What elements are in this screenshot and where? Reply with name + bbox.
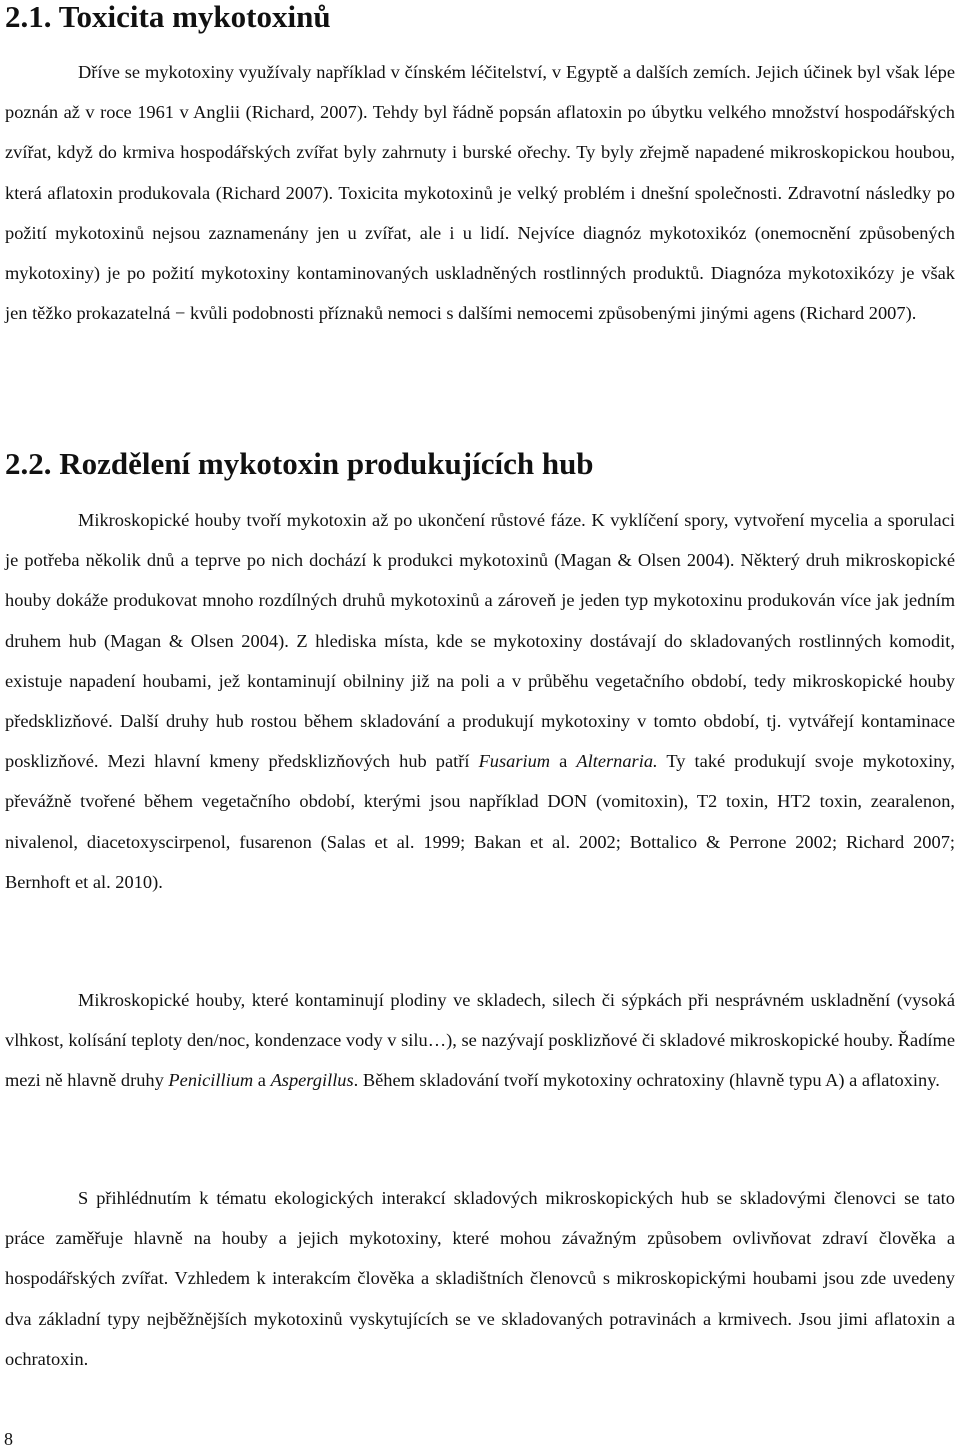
paragraph-ekologicke-interakce: S přihlédnutím k tématu ekologických interakcí skladových mikroskopických hub se skladovými členovci se tato práce zaměřuje hlavně na houby a jejich mykotoxiny, které mohou závažným způsobem ovlivňovat zdraví člověka a hospodářských zvířat. Vzhledem k interakcím člověka a skladištních členovců s mikroskopickými houbami jsou zde uvedeny dva základní typy nejběžnějších mykotoxinů vyskytujících se ve skladovaných potravinách a krmivech. Jsou jimi aflatoxin a ochratoxin. bbox=[5, 1188, 955, 1369]
paragraph-posklizove-houby bbox=[5, 980, 955, 1101]
genus-aspergillus: Aspergillus bbox=[270, 1070, 354, 1091]
genus-fusarium: Fusarium bbox=[478, 751, 551, 772]
paragraph-toxicita: Dříve se mykotoxiny využívaly například v čínském léčitelství, v Egyptě a dalších zemích. Jejich účinek byl však lépe poznán až v roce 1961 v Anglii (Richard, 2007). Tehdy byl řádně popsán aflatoxin po úbytku velkého množství hospodářských zvířat, když do krmiva hospodářských zvířat byly zahrnuty i burské ořechy. Ty byly zřejmě napadené mikroskopickou houbou, která aflatoxin produkovala (Richard 2007). Toxicita mykotoxinů je velký problém i dnešní společnosti. Zdravotní následky po požití mykotoxinů nejsou zaznamenány jen u zvířat, ale i u lidí. Nejvíce diagnóz mykotoxikóz (onemocnění způsobených mykotoxiny) je po požití mykotoxiny kontaminovaných uskladněných rostlinných produktů. Diagnóza mykotoxikózy je však jen těžko prokazatelná − kvůli podobnosti příznaků nemoci s dalšími nemocemi způsobenými jinými agens (Richard 2007). bbox=[5, 62, 955, 324]
genus-alternaria: Alternaria. bbox=[576, 751, 658, 772]
paragraph-text: Mikroskopické houby tvoří mykotoxin až po ukončení růstové fáze. K vyklíčení spory, vytvoření mycelia a sporulaci je potřeba několik dnů a teprve po nich dochází k produkci mykotoxinů (Magan & Olsen 2004). Některý druh mikroskopické houby dokáže produkovat mnoho rozdílných druhů mykotoxinů a zároveň je jeden typ mykotoxinu produkován více jak jedním druhem hub (Magan & Olsen 2004). Z hlediska místa, kde se mykotoxiny dostávají do skladovaných rostlinných komodit, existuje napadení houbami, jež kontaminují obilniny již na poli a v průběhu vegetačního období, tedy mikroskopické houby předsklizňové. Další druhy hub rostou během skladování a produkují mykotoxiny v tomto období, tj. vytvářejí kontaminace posklizňové. Mezi hlavní kmeny předsklizňových hub patří bbox=[5, 510, 955, 772]
paragraph-text: . Během skladování tvoří mykotoxiny ochratoxiny (hlavně typu A) a aflatoxiny. bbox=[353, 1070, 940, 1091]
paragraph-text: Ty také produkují svoje mykotoxiny, převážně tvořené během vegetačního období, kterými jsou například DON (vomitoxin), T2 toxin, HT2 toxin, zearalenon, nivalenol, diacetoxyscirpenol, fusarenon (Salas et al. 1999; Bakan et al. 2002; Bottalico & Perrone 2002; Richard 2007; Bernhoft et al. 2010). bbox=[5, 751, 956, 892]
section-heading-rozdeleni: 2.2. Rozdělení mykotoxin produkujících hub bbox=[5, 446, 594, 481]
paragraph-text: Mikroskopické houby, které kontaminují plodiny ve skladech, silech či sýpkách při nesprávném uskladnění (vysoká vlhkost, kolísání teploty den/noc, kondenzace vody v silu…), se nazývají posklizňové či skladové mikroskopické houby. Řadíme mezi ně hlavně druhy bbox=[5, 990, 955, 1091]
paragraph-mikroskopicke-houby-rust bbox=[5, 500, 955, 902]
genus-penicillium: Penicillium bbox=[168, 1070, 254, 1091]
paragraph-text: a bbox=[550, 751, 577, 772]
page-number: 8 bbox=[4, 1429, 13, 1449]
section-heading-toxicita: 2.1. Toxicita mykotoxinů bbox=[5, 0, 331, 34]
paragraph-text: a bbox=[253, 1070, 271, 1091]
